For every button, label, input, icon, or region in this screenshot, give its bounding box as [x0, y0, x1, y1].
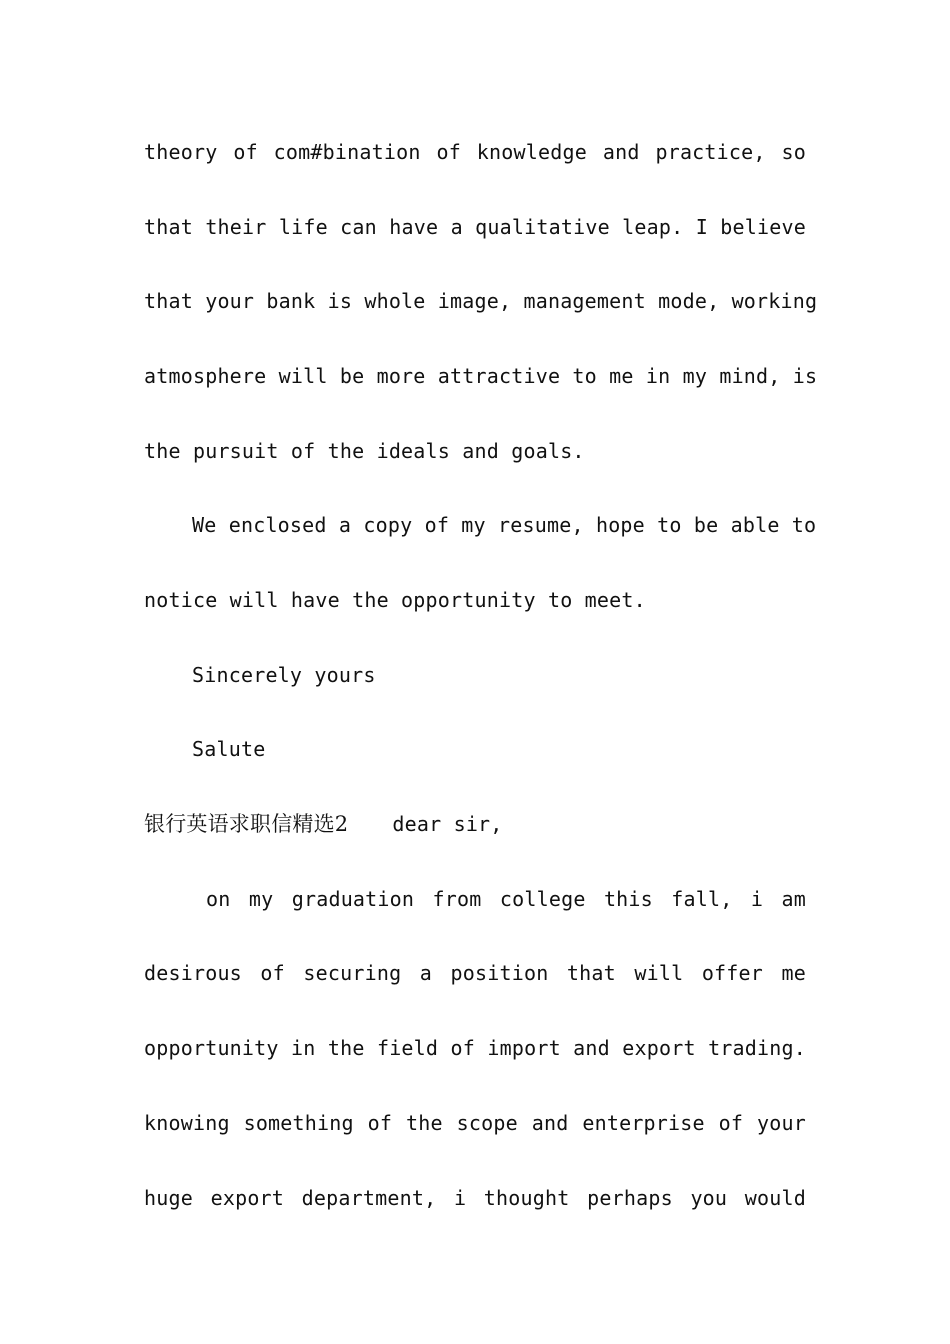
- section-heading-title: 银行英语求职信精选2: [144, 812, 349, 836]
- salute-line: Salute: [192, 737, 266, 761]
- section-heading: [144, 809, 806, 839]
- greeting: dear sir,: [392, 812, 503, 836]
- paragraph-line-2: that their life can have a qualitative leap. I believe: [144, 215, 806, 239]
- letter2-line-5: huge export department, i thought perhaps you would: [144, 1186, 806, 1210]
- paragraph-line-4: atmosphere will be more attractive to me in my mind, is: [144, 364, 818, 388]
- paragraph-line-3: that your bank is whole image, management mode, working: [144, 289, 818, 313]
- closing-line: Sincerely yours: [192, 663, 376, 687]
- letter2-line-2: desirous of securing a position that will offer me: [144, 961, 806, 985]
- paragraph2-line-1: We enclosed a copy of my resume, hope to be able to: [192, 513, 817, 537]
- letter2-line-1: on my graduation from college this fall, i am: [206, 887, 806, 911]
- paragraph-line-5: the pursuit of the ideals and goals.: [144, 439, 585, 463]
- paragraph-line-1: theory of com#bination of knowledge and practice, so: [144, 140, 806, 164]
- letter2-line-3: opportunity in the field of import and export trading.: [144, 1036, 806, 1060]
- paragraph2-line-2: notice will have the opportunity to meet.: [144, 588, 646, 612]
- letter2-line-4: knowing something of the scope and enterprise of your: [144, 1111, 806, 1135]
